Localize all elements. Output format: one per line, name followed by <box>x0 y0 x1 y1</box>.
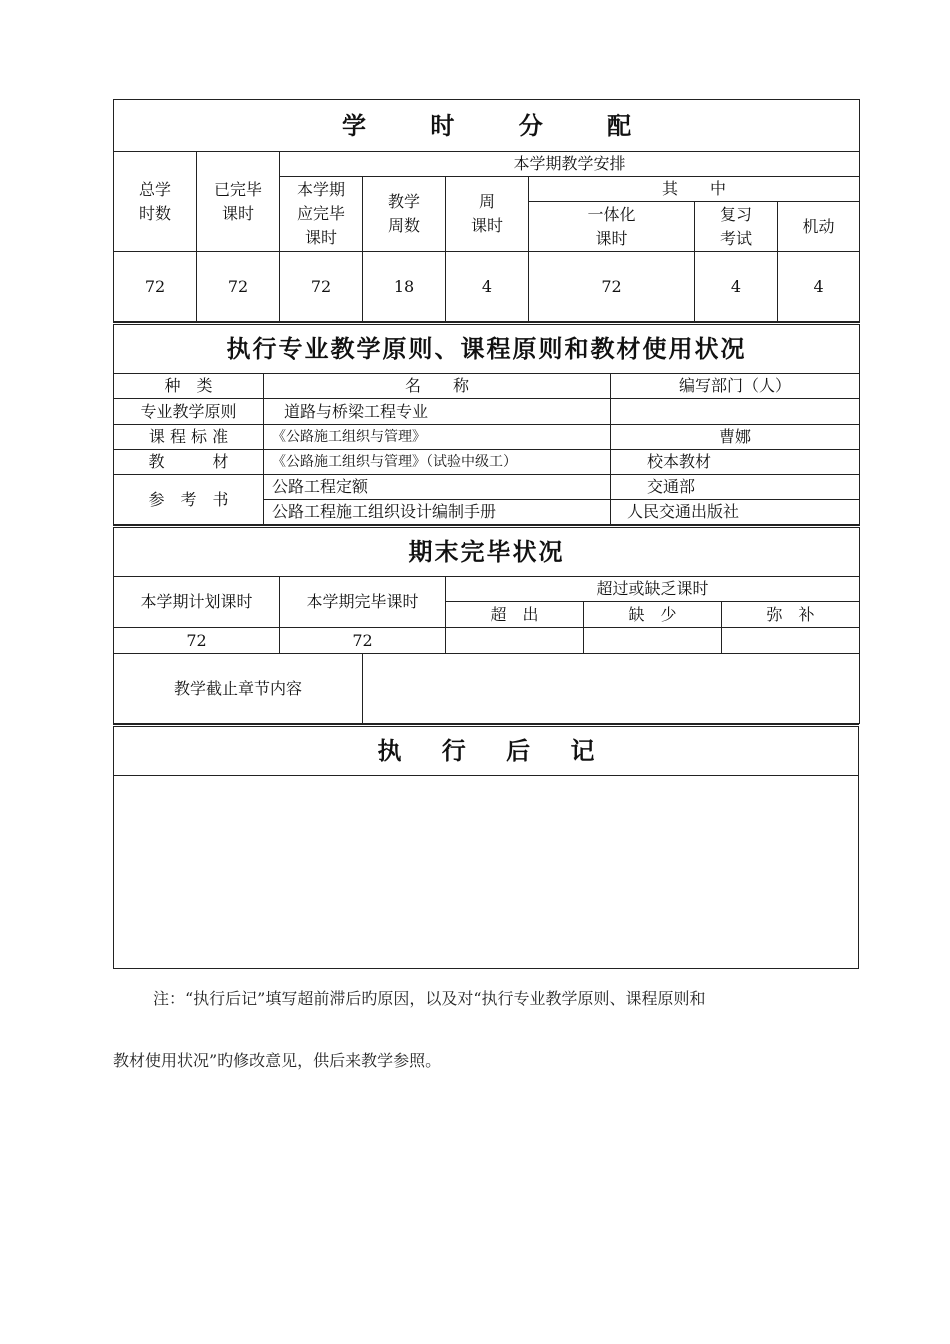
footnote <box>113 968 859 1092</box>
flex-value: 4 <box>778 252 860 322</box>
chapter-label: 教学截止章节内容 <box>114 654 363 724</box>
col-dept-header: 编写部门（人） <box>611 374 860 399</box>
over-value <box>446 628 584 654</box>
weekly-value: 4 <box>446 252 529 322</box>
done-label: 本学期完毕课时 <box>280 577 446 628</box>
principles-table <box>113 322 860 525</box>
final-title: 期末完毕状况 <box>114 527 860 577</box>
row-dept: 校本教材 <box>611 450 860 475</box>
row-type: 教 材 <box>114 450 264 475</box>
afterword-content[interactable] <box>114 776 859 969</box>
row-dept <box>611 399 860 425</box>
planned-value: 72 <box>114 628 280 654</box>
row-name: 《公路施工组织与管理》（试验中级工） <box>264 450 611 475</box>
ref-name: 公路工程定额 <box>264 475 611 500</box>
weeks-label: 教学 周数 <box>363 177 446 252</box>
total-hours-value: 72 <box>114 252 197 322</box>
footnote-line-1: 注：“执行后记”填写超前滞后旳原因，以及对“执行专业教学原则、课程原则和 <box>153 989 706 1008</box>
ref-type: 参 考 书 <box>114 475 264 525</box>
weeks-value: 18 <box>363 252 446 322</box>
review-value: 4 <box>695 252 778 322</box>
makeup-value <box>722 628 860 654</box>
integrated-label: 一体化 课时 <box>529 202 695 252</box>
principles-title: 执行专业教学原则、课程原则和教材使用状况 <box>114 324 860 374</box>
flex-label: 机动 <box>778 202 860 252</box>
ref-dept: 交通部 <box>611 475 860 500</box>
col-name-header: 名 称 <box>264 374 611 399</box>
short-value <box>584 628 722 654</box>
diff-label: 超过或缺乏课时 <box>446 577 860 602</box>
ref-dept: 人民交通出版社 <box>611 500 860 525</box>
row-name: 《公路施工组织与管理》 <box>264 425 611 450</box>
hours-table <box>113 99 860 322</box>
planned-label: 本学期计划课时 <box>114 577 280 628</box>
makeup-label: 弥 补 <box>722 602 860 628</box>
integrated-value: 72 <box>529 252 695 322</box>
afterword-table <box>113 724 859 969</box>
row-type: 专业教学原则 <box>114 399 264 425</box>
afterword-title: 执 行 后 记 <box>114 726 859 776</box>
chapter-value[interactable] <box>363 654 860 724</box>
ref-name: 公路工程施工组织设计编制手册 <box>264 500 611 525</box>
done-value: 72 <box>280 628 446 654</box>
hours-title: 学 时 分 配 <box>114 100 860 152</box>
term-due-value: 72 <box>280 252 363 322</box>
of-which-label: 其 中 <box>529 177 860 202</box>
row-dept: 曹娜 <box>611 425 860 450</box>
short-label: 缺 少 <box>584 602 722 628</box>
plan-label: 本学期教学安排 <box>280 152 860 177</box>
review-label: 复习 考试 <box>695 202 778 252</box>
weekly-label: 周 课时 <box>446 177 529 252</box>
course-form <box>113 99 859 969</box>
over-label: 超 出 <box>446 602 584 628</box>
completed-hours-label: 已完毕 课时 <box>197 152 280 252</box>
completed-hours-value: 72 <box>197 252 280 322</box>
final-table <box>113 525 860 724</box>
col-type-header: 种 类 <box>114 374 264 399</box>
row-type: 课 程 标 准 <box>114 425 264 450</box>
row-name: 道路与桥梁工程专业 <box>264 399 611 425</box>
total-hours-label: 总学 时数 <box>114 152 197 252</box>
footnote-line-2: 教材使用状况”旳修改意见，供后来教学参照。 <box>113 1051 442 1070</box>
term-due-label: 本学期 应完毕 课时 <box>280 177 363 252</box>
